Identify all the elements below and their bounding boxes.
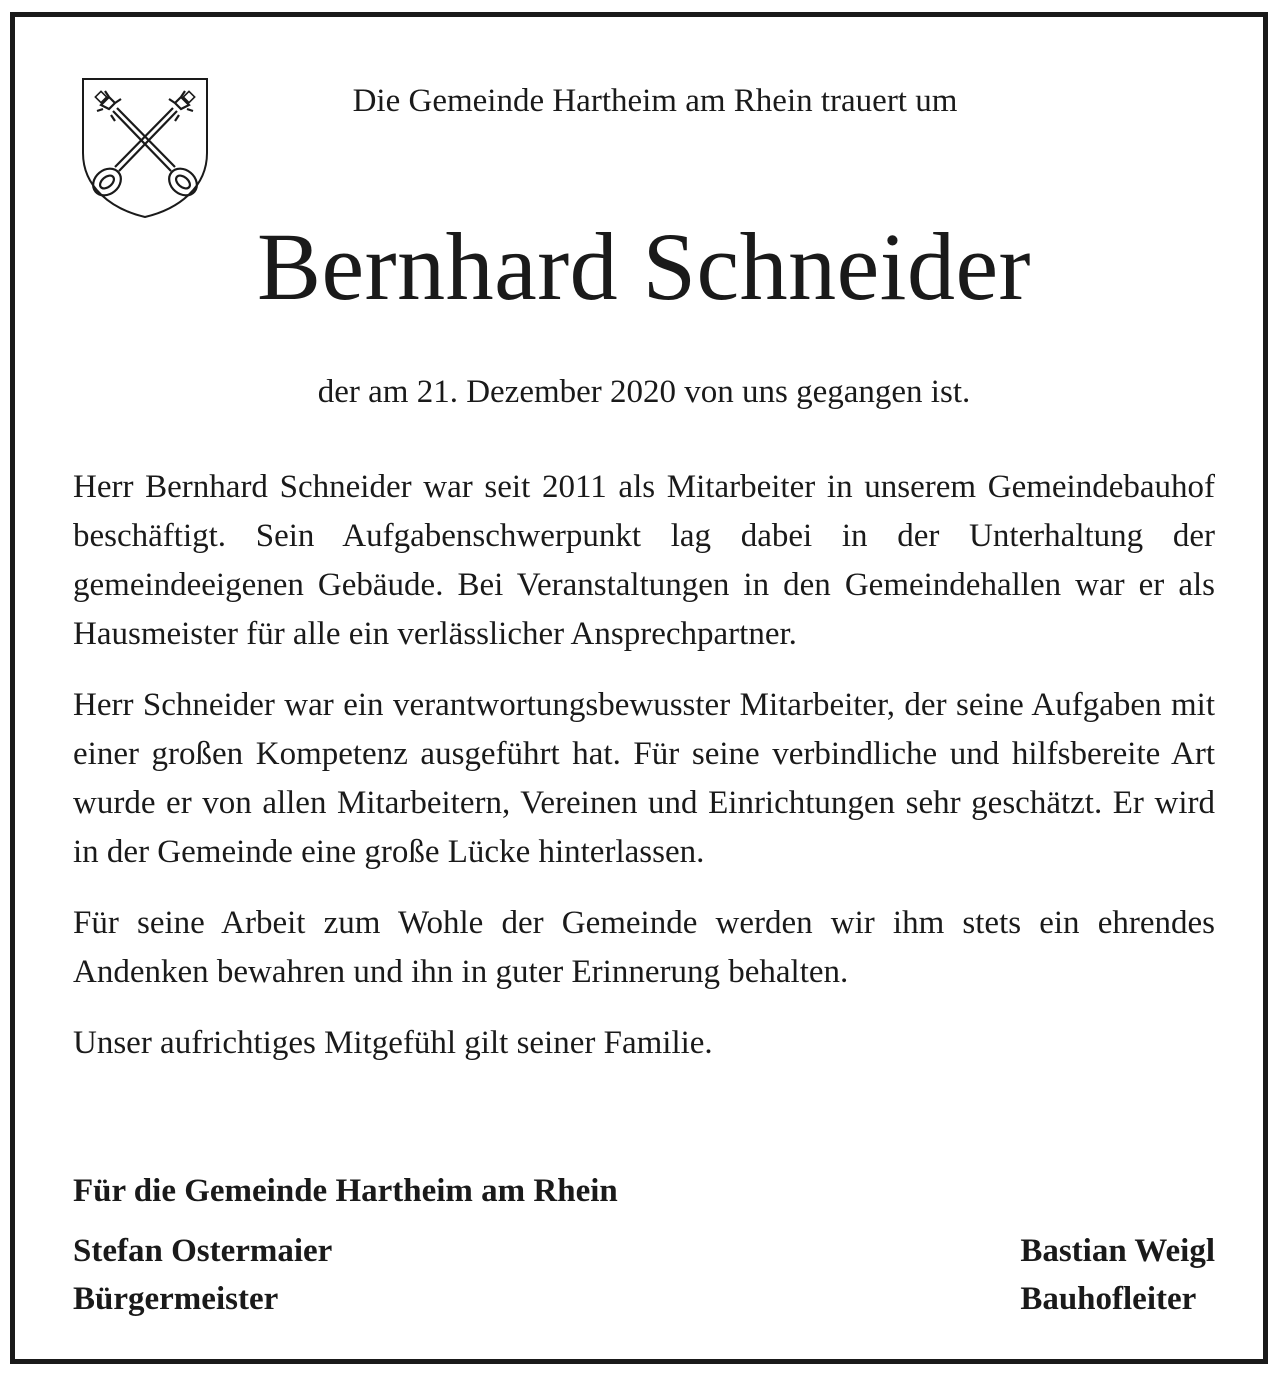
signer-name: Stefan Ostermaier [73,1233,333,1269]
signer-mayor [73,1227,332,1323]
paragraph-career: Herr Bernhard Schneider war seit 2011 als Mitarbeiter in unserem Gemeindebauhof beschäftigt. Sein Aufgabenschwerpunkt lag dabei in der Unterhaltung der gemeindeeigenen Gebäude. Bei Veranstaltungen in den Gemeindehallen war er als Hausmeister für alle ein verlässlicher Ansprechpartner. [73,469,1215,652]
signer-name: Bastian Weigl [1020,1233,1215,1269]
paragraph-condolence: Unser aufrichtiges Mitgefühl gilt seiner Familie. [73,1025,713,1061]
signers [73,1227,1215,1323]
date-of-death-line: der am 21. Dezember 2020 von uns gegangen ist. [317,374,971,410]
obituary-frame [10,12,1268,1364]
signing-organization: Für die Gemeinde Hartheim am Rhein [73,1173,618,1209]
paragraph-remembrance: Für seine Arbeit zum Wohle der Gemeinde werden wir ihm stets ein ehrendes Andenken bewahren und ihn in guter Erinnerung behalten. [73,905,1215,990]
crossed-keys-coat-of-arms-icon [79,75,211,221]
obituary-body [73,463,1215,1090]
deceased-name: Bernhard Schneider [256,213,1032,320]
signer-role: Bürgermeister [73,1281,279,1317]
signature-block [73,1167,1215,1323]
intro-line: Die Gemeinde Hartheim am Rhein trauert um [352,83,958,119]
signer-depot-manager [1020,1227,1215,1323]
signer-role: Bauhofleiter [1020,1281,1197,1317]
paragraph-character: Herr Schneider war ein verantwortungsbewusster Mitarbeiter, der seine Aufgaben mit einer großen Kompetenz ausgeführt hat. Für seine verbindliche und hilfsbereite Art wurde er von allen Mitarbeitern, Vereinen und Einrichtungen sehr geschätzt. Er wird in der Gemeinde eine große Lücke hinterlassen. [73,687,1215,870]
